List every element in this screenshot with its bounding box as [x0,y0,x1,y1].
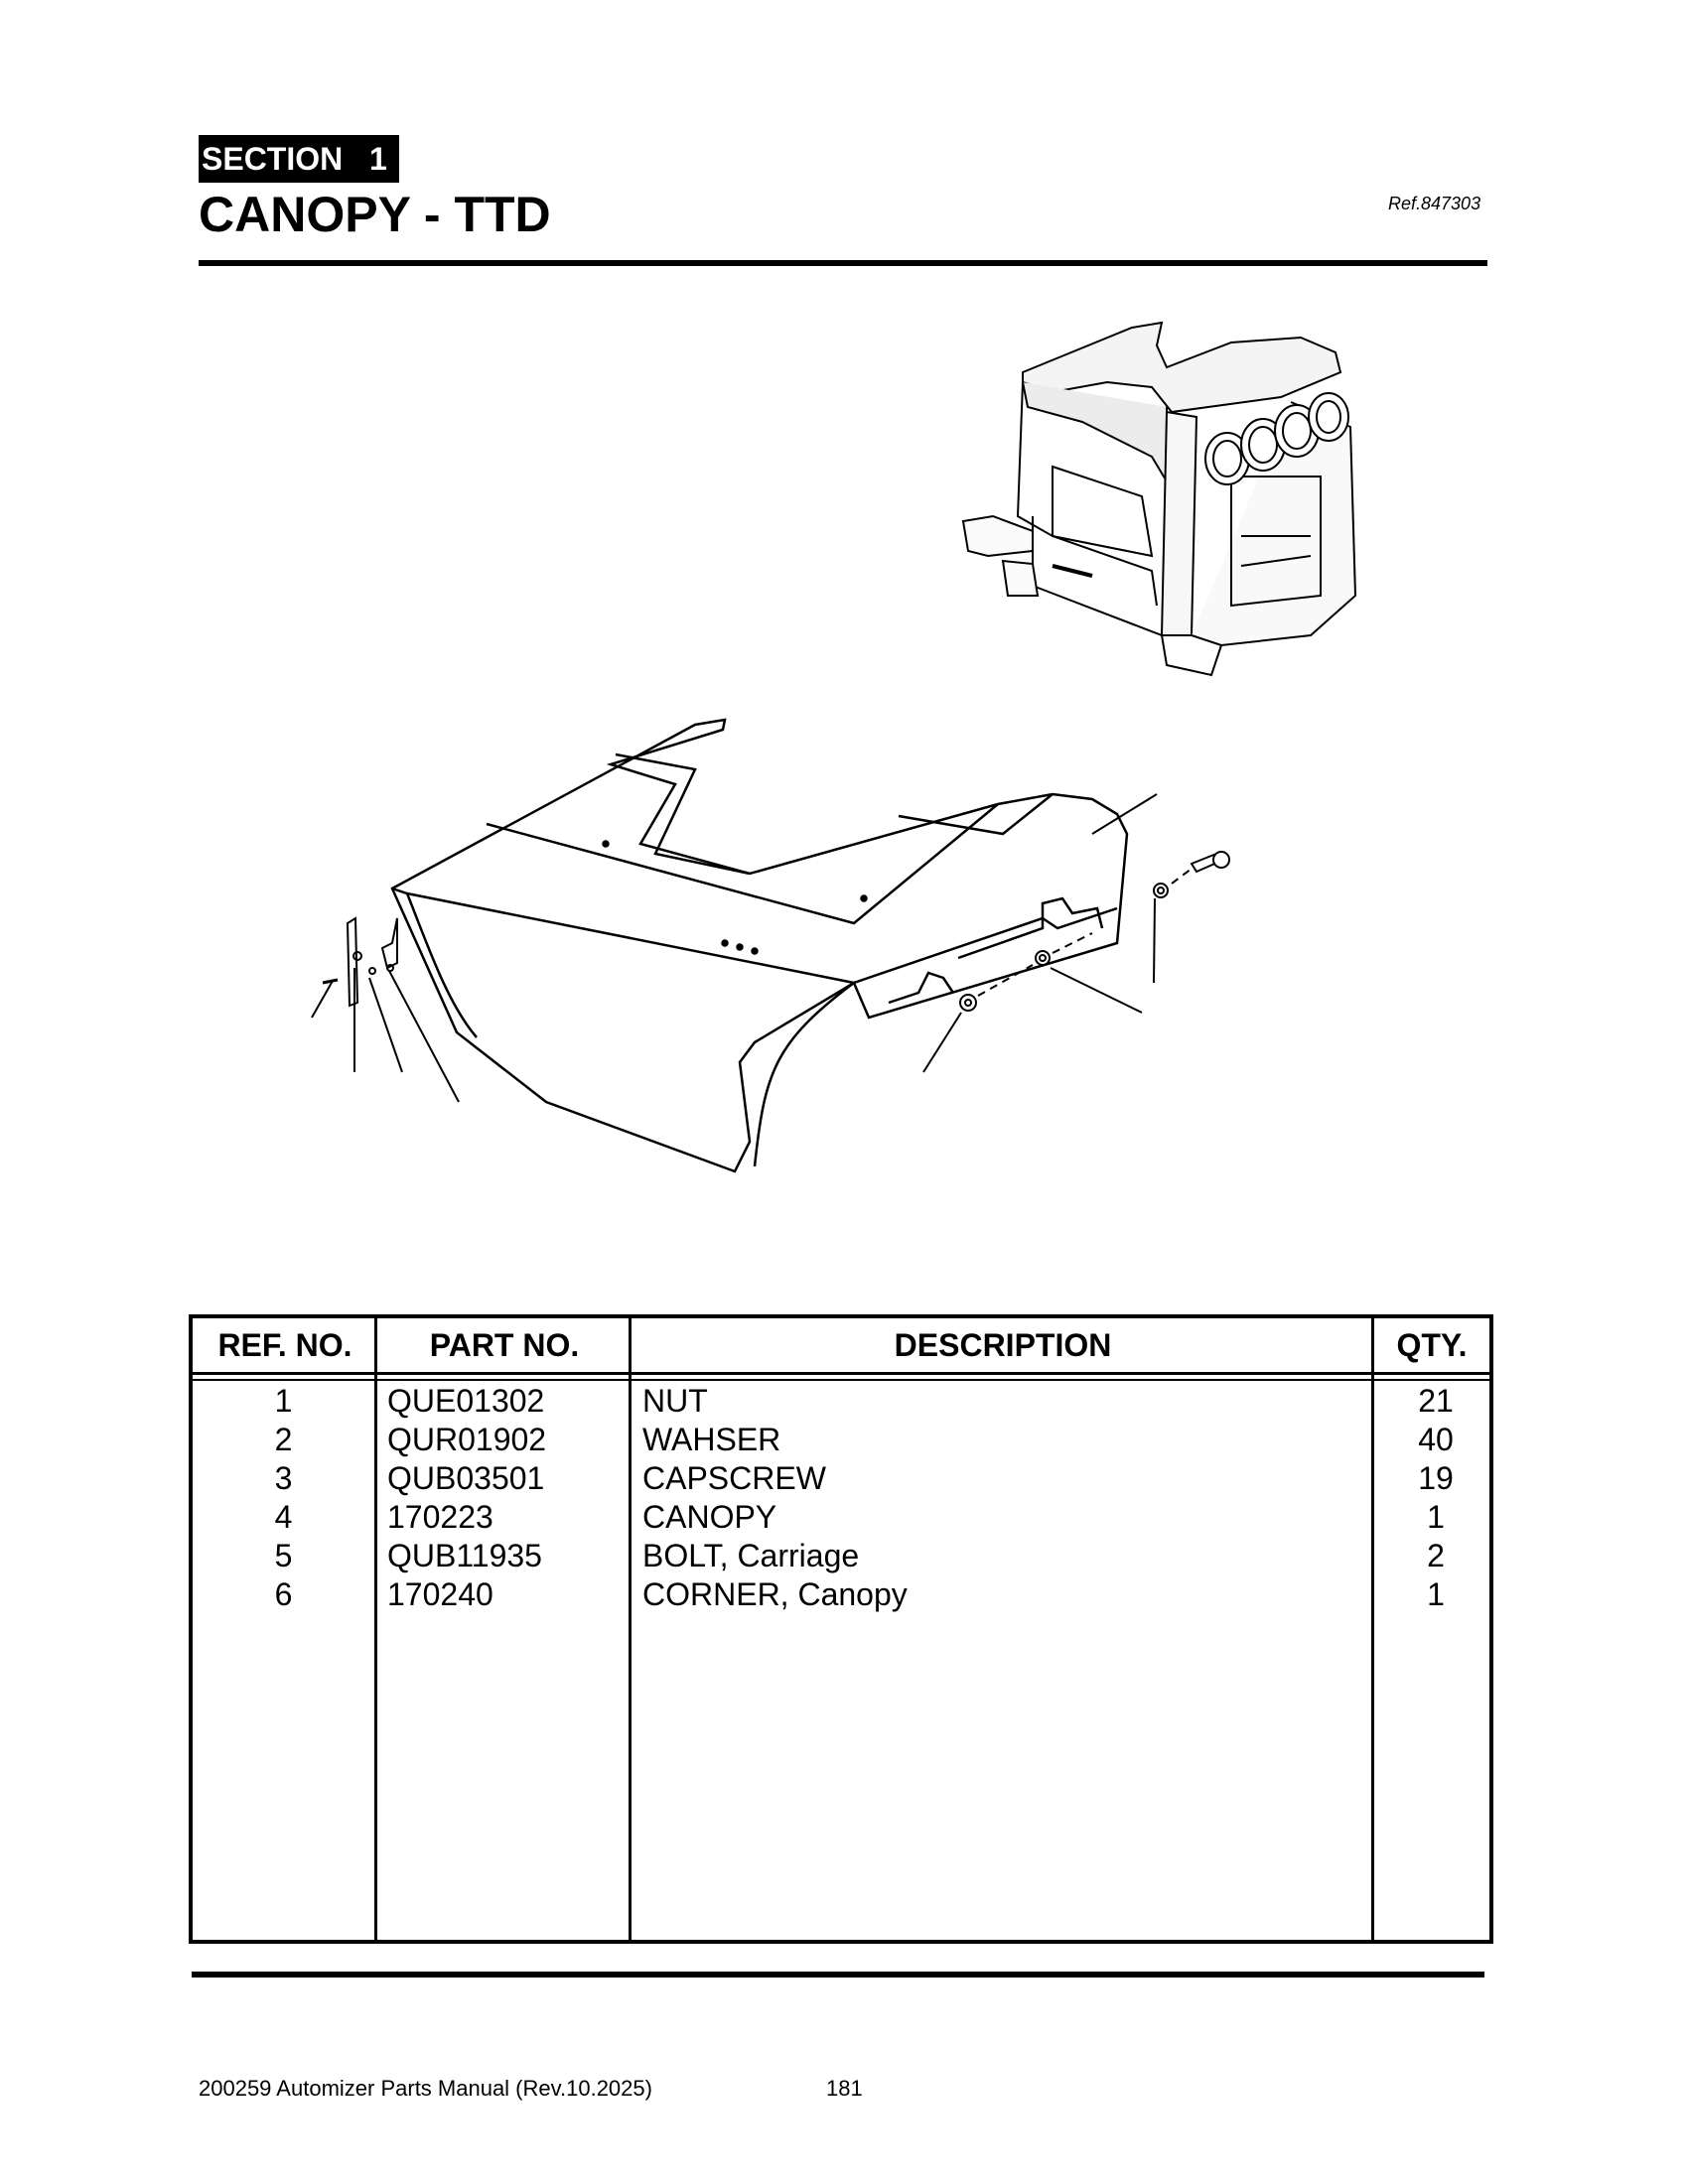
manual-title: 200259 Automizer Parts Manual (Rev.10.2025) [199,2076,652,2101]
ref-no-cell: 3 [274,1460,293,1496]
qty-cell: 19 [1418,1460,1454,1496]
part-no-cell: QUB03501 [387,1460,545,1496]
reference-code: Ref.847303 [1388,194,1481,213]
table-row [193,1421,1489,1459]
footer-rule [192,1972,1484,1978]
qty-cell: 1 [1427,1499,1445,1535]
page-number: 181 [826,2076,863,2101]
table-row [193,1498,1489,1537]
header-ref-no: REF. NO. [217,1326,352,1363]
table-row [193,1537,1489,1575]
header-rule [193,1372,1489,1375]
description-cell: CAPSCREW [642,1460,826,1496]
header-description: DESCRIPTION [894,1326,1112,1363]
header-qty: QTY. [1396,1326,1468,1363]
description-cell: WAHSER [642,1422,781,1457]
qty-cell: 1 [1427,1576,1445,1612]
ref-no-cell: 6 [274,1576,293,1612]
description-cell: BOLT, Carriage [642,1538,860,1573]
header-part-no: PART NO. [429,1326,580,1363]
description-cell: CANOPY [642,1499,777,1535]
ref-no-cell: 4 [274,1499,293,1535]
part-no-cell: 170240 [387,1576,493,1612]
machine-overview-illustration [963,323,1355,675]
part-no-cell: QUR01902 [387,1422,547,1457]
ref-no-cell: 5 [274,1538,293,1573]
part-no-cell: QUE01302 [387,1383,545,1419]
table-row [193,1459,1489,1498]
ref-no-cell: 1 [274,1383,293,1419]
ref-no-cell: 2 [274,1422,293,1457]
description-cell: NUT [642,1383,708,1419]
section-label: SECTION [202,140,344,177]
part-no-cell: 170223 [387,1499,493,1535]
description-cell: CORNER, Canopy [642,1576,908,1612]
section-number: 1 [369,140,387,177]
table-body [193,1382,1489,1614]
canopy-exploded-view [392,720,1127,1171]
parts-list-table [189,1314,1493,1944]
qty-cell: 2 [1427,1538,1445,1573]
qty-cell: 21 [1418,1383,1454,1419]
header-rule [193,1379,1489,1381]
page-title: CANOPY - TTD [199,187,551,242]
qty-cell: 40 [1418,1422,1454,1457]
table-row [193,1575,1489,1614]
part-no-cell: QUB11935 [387,1538,542,1573]
table-row [193,1382,1489,1421]
